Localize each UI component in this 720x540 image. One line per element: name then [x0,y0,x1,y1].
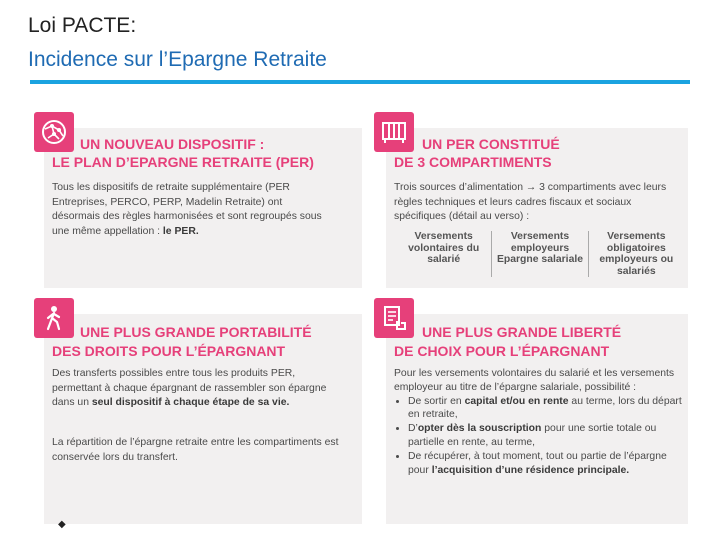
card-title-line1: UN PER CONSTITUÉ [422,136,560,152]
card-title [52,342,352,360]
card-title-line1: UNE PLUS GRANDE LIBERTÉ [422,324,622,340]
card-title [52,153,352,171]
card-body-emphasis: le PER. [162,225,199,237]
compartment-mandatory: Versements obligatoires employeurs ou salariés [588,231,684,277]
list-item [408,422,684,450]
card-body [52,181,327,239]
card-title [80,323,362,341]
list-emphasis: capital et/ou en rente [464,395,569,407]
list-text: De récupérer, à tout moment, tout ou partie de l’épargne pour [408,450,667,476]
card-title [394,342,679,360]
shelves-icon [374,112,414,152]
list-text: D’ [408,423,418,435]
card-title-line1: UNE PLUS GRANDE PORTABILITÉ [80,324,312,340]
card-body-text: Trois sources d’alimentation → 3 compartiments avec leurs règles techniques et leurs cadres fiscaux et sociaux spécifiques (détail au verso) : [394,182,667,222]
card-title-line2: DE CHOIX POUR L’ÉPARGNANT [394,343,610,359]
title-underline [30,80,690,84]
card-body [52,367,347,411]
card-title-line1: UN NOUVEAU DISPOSITIF : [80,136,265,152]
diamond-marker-icon: ◆ [58,519,66,530]
card-title [394,153,674,171]
card-title-line2: DES DROITS POUR L’ÉPARGNANT [52,343,286,359]
card-body-text: Pour les versements volontaires du salarié et les versements employeur au titre de l’épargne salariale, possibilité : [394,368,675,393]
list-emphasis: opter dès la souscription [417,423,542,435]
card-title-line2: LE PLAN D’EPARGNE RETRAITE (PER) [52,154,314,170]
slide-subtitle: Incidence sur l’Epargne Retraite [28,48,327,71]
options-list [394,395,684,478]
list-text: au terme, lors du départ en retraite, [408,395,682,421]
card-body-text: Tous les dispositifs de retraite supplémentaire (PER Entreprises, PERCO, PERP, Madelin Retraite) ont désormais des règles harmonisées et sont regroupés sous une même appellation : [52,182,322,237]
card-body [394,367,684,477]
list-item [408,450,684,478]
list-text: pour une sortie totale ou partielle en rente, au terme, [408,423,657,448]
compartment-employer: Versements employeurs Epargne salariale [491,231,587,277]
slide-title: Loi PACTE: [28,14,137,37]
card-body-emphasis: seul dispositif à chaque étape de sa vie. [91,397,290,408]
card-body [394,181,682,225]
card-title [422,135,682,153]
compartment-voluntary: Versements volontaires du salarié [408,231,480,265]
list-text: De sortir en [408,395,465,407]
card-body-note [52,436,342,465]
compartment-columns [396,231,684,277]
list-item [408,395,684,423]
card-body-text: La répartition de l’épargne retraite entre les compartiments est conservée lors du transfert. [52,437,339,463]
hand-checklist-icon [374,298,414,338]
globe-network-icon [34,112,74,152]
card-title [80,135,360,153]
walking-person-icon [34,298,74,338]
card-title-line2: DE 3 COMPARTIMENTS [394,154,552,170]
list-emphasis: l’acquisition d’une résidence principale. [431,464,630,476]
card-title [422,323,682,341]
card-body-text: Des transferts possibles entre tous les produits PER, permettant à chaque épargnant de rassembler son épargne dans un [52,368,327,408]
